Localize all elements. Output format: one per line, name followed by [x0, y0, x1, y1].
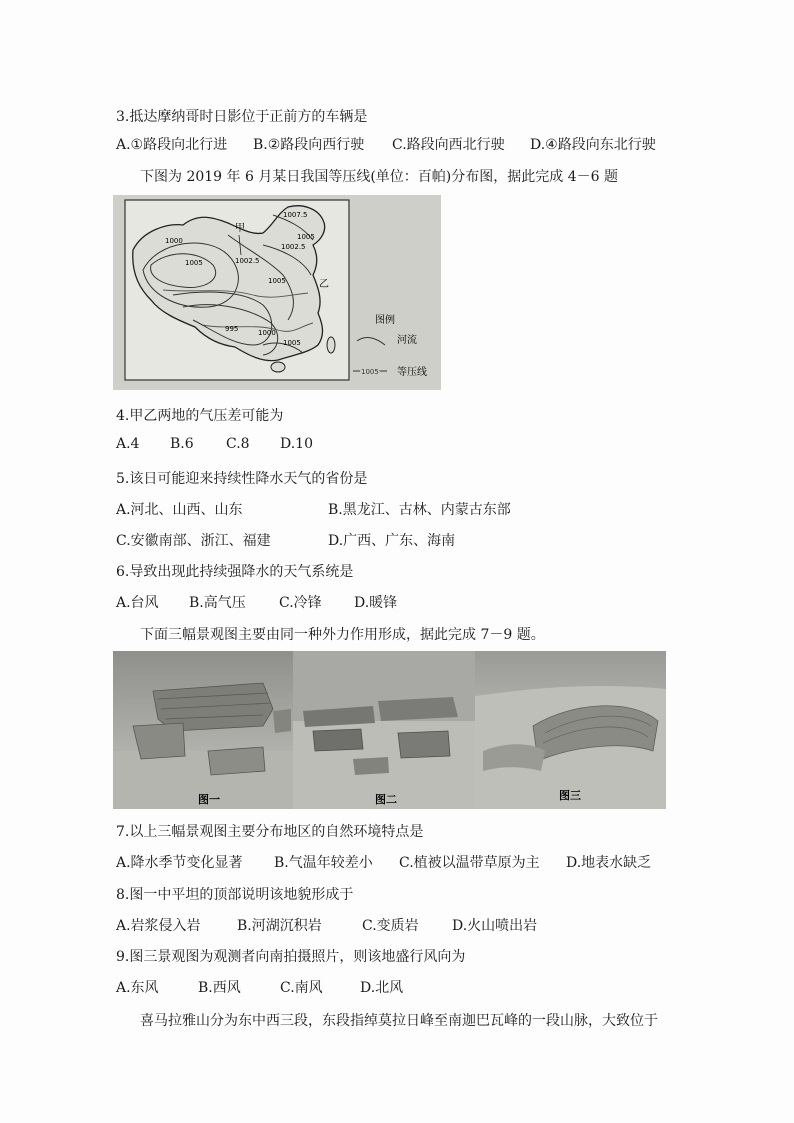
- photo-3: [475, 651, 666, 809]
- q5-option-c: C.安徽南部、浙江、福建: [116, 533, 271, 549]
- photo-caption: 图一: [198, 793, 220, 806]
- q8-option-a: A.岩浆侵入岩: [116, 918, 201, 934]
- q5-option-a: A.河北、山西、山东: [116, 502, 243, 518]
- q9-stem: 9.图三景观图为观测者向南拍摄照片，则该地盛行风向为: [116, 949, 466, 965]
- q6-option-b: B.高气压: [189, 595, 246, 611]
- isobar-value: 1005: [297, 233, 315, 241]
- q4-option-d: D.10: [280, 436, 313, 452]
- label-yi: 乙: [319, 279, 329, 290]
- q6-option-a: A.台风: [116, 595, 159, 611]
- isobar-value: 1000: [165, 237, 183, 245]
- isobar-map-figure: [113, 195, 441, 390]
- q5-option-d: D.广西、广东、海南: [328, 533, 456, 549]
- isobar-value: 1002.5: [235, 257, 260, 265]
- q7-option-a: A.降水季节变化显著: [116, 855, 243, 871]
- q8-option-d: D.火山喷出岩: [452, 918, 538, 934]
- q5-option-b: B.黑龙江、古林、内蒙古东部: [328, 502, 511, 518]
- q7-stem: 7.以上三幅景观图主要分布地区的自然环境特点是: [116, 824, 424, 840]
- q6-option-d: D.暖锋: [354, 595, 398, 611]
- legend-river-symbol: [357, 338, 385, 345]
- q4-stem: 4.甲乙两地的气压差可能为: [116, 408, 284, 424]
- isobar-value: 1005: [185, 259, 203, 267]
- q9-option-b: B.西风: [198, 980, 241, 996]
- q5-stem: 5.该日可能迎来持续性降水天气的省份是: [116, 471, 368, 487]
- q6-stem: 6.导致出现此持续强降水的天气系统是: [116, 564, 354, 580]
- isobar-value: 1007.5: [283, 211, 308, 219]
- landscape-photos-figure: [113, 651, 666, 809]
- q3-stem: 3.抵达摩纳哥时日影位于正前方的车辆是: [116, 109, 368, 125]
- q8-stem: 8.图一中平坦的顶部说明该地貌形成于: [116, 887, 354, 903]
- q4-option-a: A.4: [116, 436, 140, 452]
- q8-option-b: B.河湖沉积岩: [237, 918, 322, 934]
- photo-2: [293, 651, 475, 809]
- landscape-photos: [113, 651, 666, 809]
- q3-option-a: A.①路段向北行进: [116, 137, 228, 153]
- taiwan-island: [327, 337, 335, 353]
- q3-option-d: D.④路段向东北行驶: [530, 137, 656, 153]
- q3-option-c: C.路段向西北行驶: [392, 137, 505, 153]
- isobar-value: 1002.5: [281, 243, 306, 251]
- photo-1: [113, 651, 293, 809]
- legend-title: 图例: [375, 315, 395, 326]
- q6-option-c: C.冷锋: [279, 595, 322, 611]
- legend-river-label: 河流: [397, 335, 417, 346]
- q8-option-c: C.变质岩: [362, 918, 419, 934]
- isobar-map: [113, 195, 441, 390]
- intro-4-6: 下图为 2019 年 6 月某日我国等压线(单位：百帕)分布图，据此完成 4－6 题: [140, 169, 618, 185]
- hainan-island: [271, 362, 285, 372]
- q4-option-c: C.8: [226, 436, 250, 452]
- isobar-value: 995: [225, 325, 239, 333]
- q10-intro: 喜马拉雅山分为东中西三段，东段指绰莫拉日峰至南迦巴瓦峰的一段山脉，大致位于: [140, 1013, 658, 1029]
- photo-caption: 图二: [375, 793, 397, 806]
- q9-option-d: D.北风: [360, 980, 404, 996]
- q9-option-a: A.东风: [116, 980, 159, 996]
- q3-option-b: B.②路段向西行驶: [253, 137, 365, 153]
- isobar-value: 1000: [258, 329, 276, 337]
- isobar-value: 1005: [268, 277, 286, 285]
- q4-option-b: B.6: [170, 436, 194, 452]
- q7-option-d: D.地表水缺乏: [566, 855, 652, 871]
- photo-caption: 图三: [559, 789, 581, 802]
- legend-isobar-sample: 1005: [361, 368, 379, 376]
- label-jia: 甲: [235, 223, 245, 234]
- legend-isobar-label: 等压线: [397, 367, 427, 378]
- isobar-value: 1005: [283, 339, 301, 347]
- q9-option-c: C.南风: [280, 980, 323, 996]
- intro-7-9: 下面三幅景观图主要由同一种外力作用形成，据此完成 7－9 题。: [140, 627, 545, 643]
- q7-option-b: B.气温年较差小: [274, 855, 373, 871]
- q7-option-c: C.植被以温带草原为主: [399, 855, 540, 871]
